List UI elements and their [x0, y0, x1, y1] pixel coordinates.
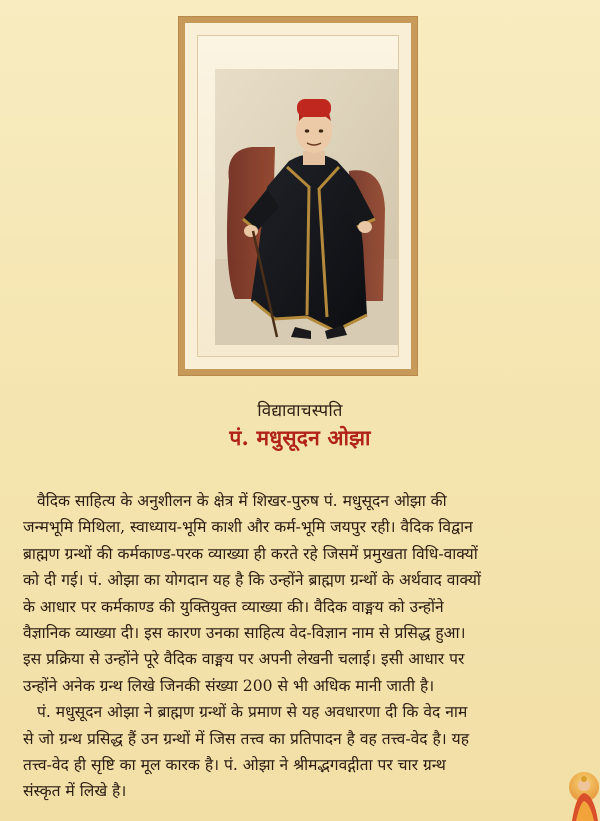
body-line-4: को दी गई। पं. ओझा का योगदान यह है कि उन्होंने ब्राह्मण ग्रन्थों के अर्थवाद वाक्यों: [23, 571, 481, 590]
portrait-mat: [197, 35, 399, 357]
body-line-5: के आधार पर कर्मकाण्ड की युक्तियुक्त व्याख्या की। वैदिक वाङ्मय को उन्होंने: [23, 597, 444, 616]
body-line-1: वैदिक साहित्य के अनुशीलन के क्षेत्र में शिखर-पुरुष पं. मधुसूदन ओझा की: [37, 492, 447, 510]
body-line-6: वैज्ञानिक व्याख्या दी। इस कारण उनका साहित्य वेद-विज्ञान नाम से प्रसिद्ध हुआ।: [23, 623, 466, 642]
biography-paragraphs: [23, 488, 575, 805]
subtitle: विद्यावाचस्पति: [257, 401, 343, 421]
deity-figure-icon: [562, 769, 600, 821]
page-title: पं. मधुसूदन ओझा: [229, 425, 371, 450]
body-line-11: तत्त्व-वेद ही सृष्टि का मूल कारक है। पं. ओझा ने श्रीमद्भगवद्गीता पर चार ग्रन्थ: [23, 755, 446, 774]
body-line-10: से जो ग्रन्थ प्रसिद्ध हैं उन ग्रन्थों में जिस तत्त्व का प्रतिपादन है वह तत्त्व-वेद है। यह: [23, 729, 469, 748]
portrait-seated-man-illustration: [215, 69, 399, 345]
body-line-3: ब्राह्मण ग्रन्थों की कर्मकाण्ड-परक व्याख्या ही करते रहे जिसमें प्रमुखता विधि-वाक्यों: [23, 544, 478, 563]
body-line-9: पं. मधुसूदन ओझा ने ब्राह्मण ग्रन्थों के प्रमाण से यह अवधारणा दी कि वेद नाम: [37, 703, 468, 722]
body-line-2: जन्मभूमि मिथिला, स्वाध्याय-भूमि काशी और कर्म-भूमि जयपुर रही। वैदिक विद्वान: [23, 518, 473, 537]
body-line-7: इस प्रक्रिया से उन्होंने पूरे वैदिक वाङ्मय पर अपनी लेखनी चलाई। इसी आधार पर: [23, 650, 465, 669]
portrait-frame: [179, 17, 417, 375]
body-line-12: संस्कृत में लिखे है।: [23, 782, 127, 801]
body-line-8: उन्होंने अनेक ग्रन्थ लिखे जिनकी संख्या 200 से भी अधिक मानी जाती है।: [23, 676, 435, 695]
